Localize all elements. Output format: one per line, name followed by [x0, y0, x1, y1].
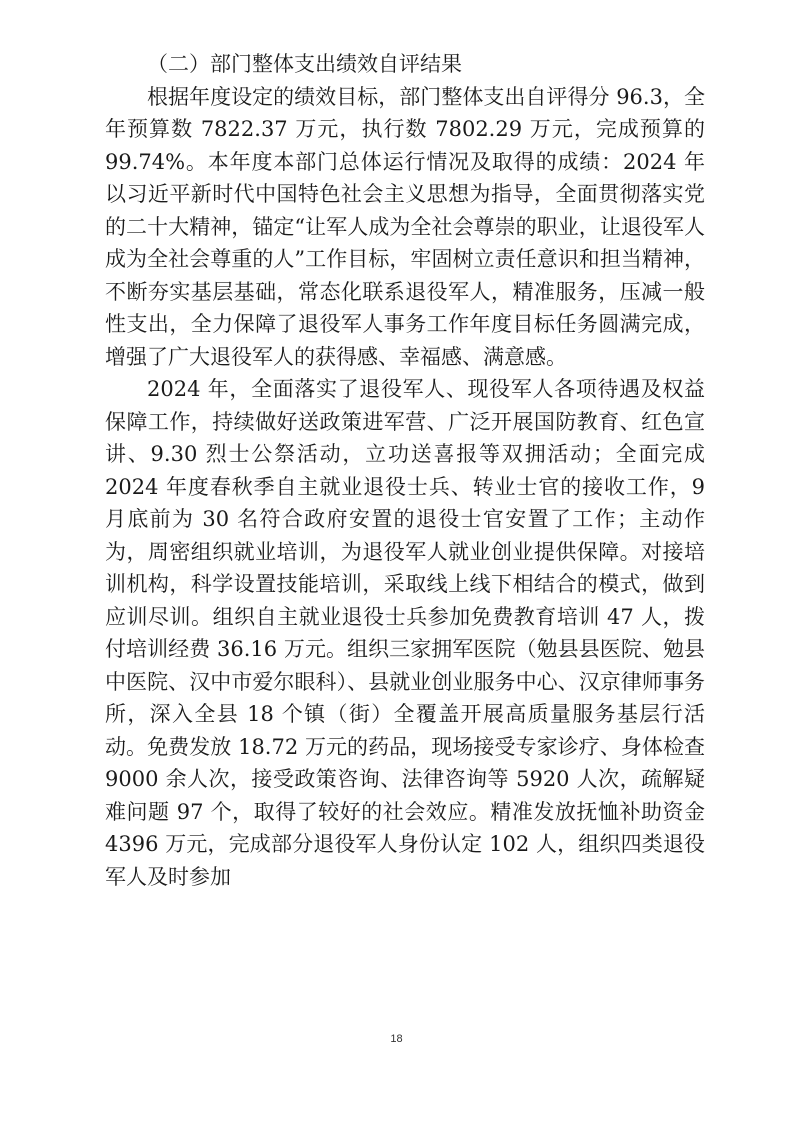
- section-heading: （二）部门整体支出绩效自评结果: [147, 52, 462, 76]
- body-text: [105, 48, 705, 893]
- page-number: 18: [390, 1033, 403, 1045]
- paragraph-performance-summary: 根据年度设定的绩效目标，部门整体支出自评得分 96.3，全年预算数 7822.37 万元，执行数 7802.29 万元，完成预算的 99.74%。本年度本部门总体运行情况及取得的成绩：2024 年以习近平新时代中国特色社会主义思想为指导，全面贯彻落实党的二十大精神，锚定“让军人成为全社会尊崇的职业，让退役军人成为全社会尊重的人”工作目标，牢固树立责任意识和担当精神，不断夯实基层基础，常态化联系退役军人，精准服务，压减一般性支出，全力保障了退役军人事务工作年度目标任务圆满完成，增强了广大退役军人的获得感、幸福感、满意感。: [105, 84, 705, 369]
- paragraph-2024-work: 2024 年，全面落实了退役军人、现役军人各项待遇及权益保障工作，持续做好送政策进军营、广泛开展国防教育、红色宣讲、9.30 烈士公祭活动，立功送喜报等双拥活动；全面完成 2024 年度春秋季自主就业退役士兵、转业士官的接收工作，9 月底前为 30 名符合政府安置的退役士官安置了工作；主动作为，周密组织就业培训，为退役军人就业创业提供保障。对接培训机构，科学设置技能培训，采取线上线下相结合的模式，做到应训尽训。组织自主就业退役士兵参加免费教育培训 47 人，拨付培训经费 36.16 万元。组织三家拥军医院（勉县县医院、勉县中医院、汉中市爱尔眼科）、县就业创业服务中心、汉京律师事务所，深入全县 18 个镇（街）全覆盖开展高质量服务基层行活动。免费发放 18.72 万元的药品，现场接受专家诊疗、身体检查 9000 余人次，接受政策咨询、法律咨询等 5920 人次，疏解疑难问题 97 个，取得了较好的社会效应。精准发放抚恤补助资金 4396 万元，完成部分退役军人身份认定 102 人，组织四类退役军人及时参加: [105, 377, 705, 889]
